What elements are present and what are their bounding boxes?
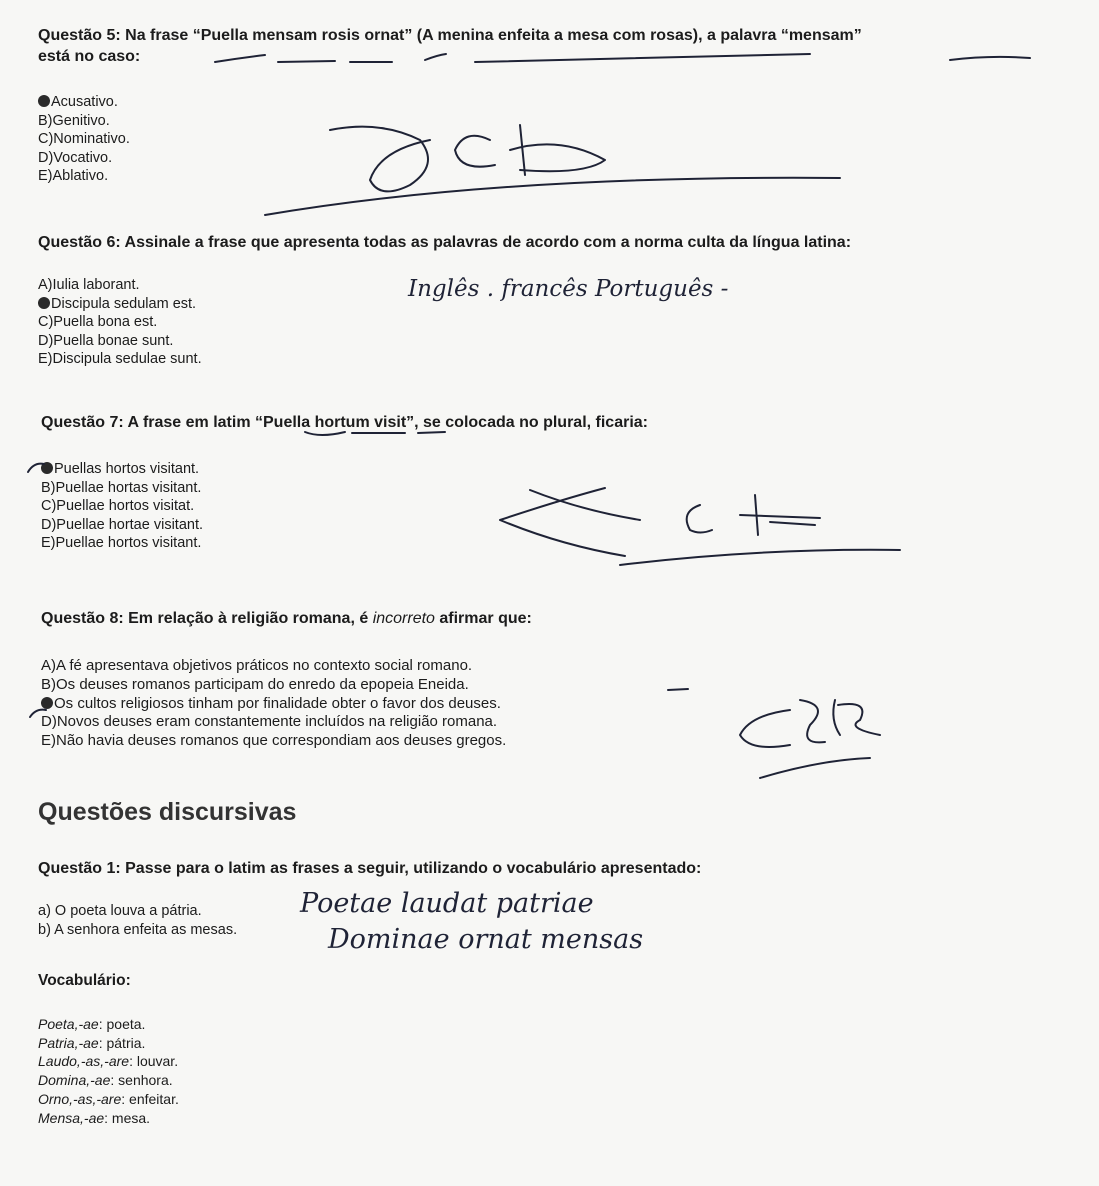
discursive-question-1-items [38,902,237,939]
option-e[interactable]: E)Não havia deuses romanos que correspondiam aos deuses gregos. [41,732,507,750]
handwritten-answer-b: Dominae ornat mensas [328,924,644,955]
option-a[interactable]: Acusativo. [38,93,130,112]
option-e[interactable]: E)Ablativo. [38,168,109,185]
option-a[interactable]: A)A fé apresentava objetivos práticos no contexto social romano. [41,657,473,674]
option-c[interactable]: C)Puellae hortos visitat. [41,498,195,515]
underline-stroke [215,55,265,62]
signature-stroke [620,550,900,565]
question-8-options [41,657,506,751]
answer-mark-icon [38,95,50,107]
answer-mark-icon [38,297,50,309]
dash-stroke [668,689,688,690]
signature-stroke [265,178,840,215]
signature-stroke [455,136,495,167]
vocabulary-title: Vocabulário: [38,972,131,989]
option-a[interactable]: A)Iulia laborant. [38,277,140,293]
signature-stroke [510,125,605,175]
handwritten-note: Inglês . francês Português - [408,276,729,302]
option-c[interactable]: C)Puella bona est. [38,314,158,331]
answer-mark-icon [41,462,53,474]
option-c[interactable]: C)Nominativo. [38,131,130,148]
option-b[interactable]: B)Puellae hortas visitant. [41,479,202,496]
signature-stroke [687,505,712,533]
option-b[interactable]: B)Os deuses romanos participam do enredo da epopeia Eneida. [41,675,469,693]
question-7-title: Questão 7: A frase em latim “Puella hortum visit”, se colocada no plural, ficaria: [41,414,648,431]
vocab-item: Mensa,-ae: mesa. [38,1109,151,1126]
option-e[interactable]: E)Discipula sedulae sunt. [38,351,202,368]
option-d[interactable]: D)Puella bonae sunt. [38,332,174,349]
option-c[interactable]: Os cultos religiosos tinham por finalidade obter o favor dos deuses. [41,695,506,714]
question-5-options [38,93,130,186]
vocab-item: Orno,-as,-are: enfeitar. [38,1090,179,1107]
signature-stroke [500,488,625,556]
signature-stroke [760,758,870,778]
underline-stroke [425,54,446,60]
option-e[interactable]: E)Puellae hortos visitant. [41,535,202,552]
answer-mark-icon [41,697,53,709]
question-8-title: Questão 8: Em relação à religião romana, é incorreto afirmar que: [41,610,532,627]
underline-stroke [950,57,1030,60]
question-7-options [41,460,203,553]
underline-stroke [418,432,445,433]
question-5-title: Questão 5: Na frase “Puella mensam rosis ornat” (A menina enfeita a mesa com rosas), a palavra “mensam” [38,27,862,44]
signature-stroke [530,490,640,520]
handwritten-answer-a: Poetae laudat patriae [300,888,594,919]
underline-stroke [475,54,810,62]
option-b[interactable]: B)Genitivo. [38,112,110,129]
option-d[interactable]: D)Vocativo. [38,149,113,166]
option-d[interactable]: D)Puellae hortae visitant. [41,516,203,533]
option-d[interactable]: D)Novos deuses eram constantemente incluídos na religião romana. [41,713,498,731]
signature-stroke [740,495,820,535]
option-a[interactable]: Puellas hortos visitant. [41,460,203,479]
question-5-title-cont: está no caso: [38,48,141,65]
question-6-options [38,276,202,369]
signature-stroke [800,700,825,742]
underline-stroke [305,432,345,435]
signature-stroke [740,710,790,747]
option-b[interactable]: Discipula sedulam est. [38,295,202,314]
item-b: b) A senhora enfeita as mesas. [38,921,238,938]
discursive-question-1-title: Questão 1: Passe para o latim as frases a seguir, utilizando o vocabulário apresentado: [38,860,702,877]
section-title: Questões discursivas [38,798,297,826]
signature-stroke [330,127,430,192]
vocab-item: Poeta,-ae: poeta. [38,1016,146,1032]
underline-stroke [278,61,335,62]
vocab-item: Laudo,-as,-are: louvar. [38,1053,179,1070]
vocab-item: Patria,-ae: pátria. [38,1034,146,1051]
signature-stroke [833,700,880,735]
question-6-title: Questão 6: Assinale a frase que apresenta todas as palavras de acordo com a norma culta da língua latina: [38,234,852,251]
vocabulary-list [38,1015,179,1127]
vocab-item: Domina,-ae: senhora. [38,1072,173,1089]
item-a: a) O poeta louva a pátria. [38,903,202,919]
